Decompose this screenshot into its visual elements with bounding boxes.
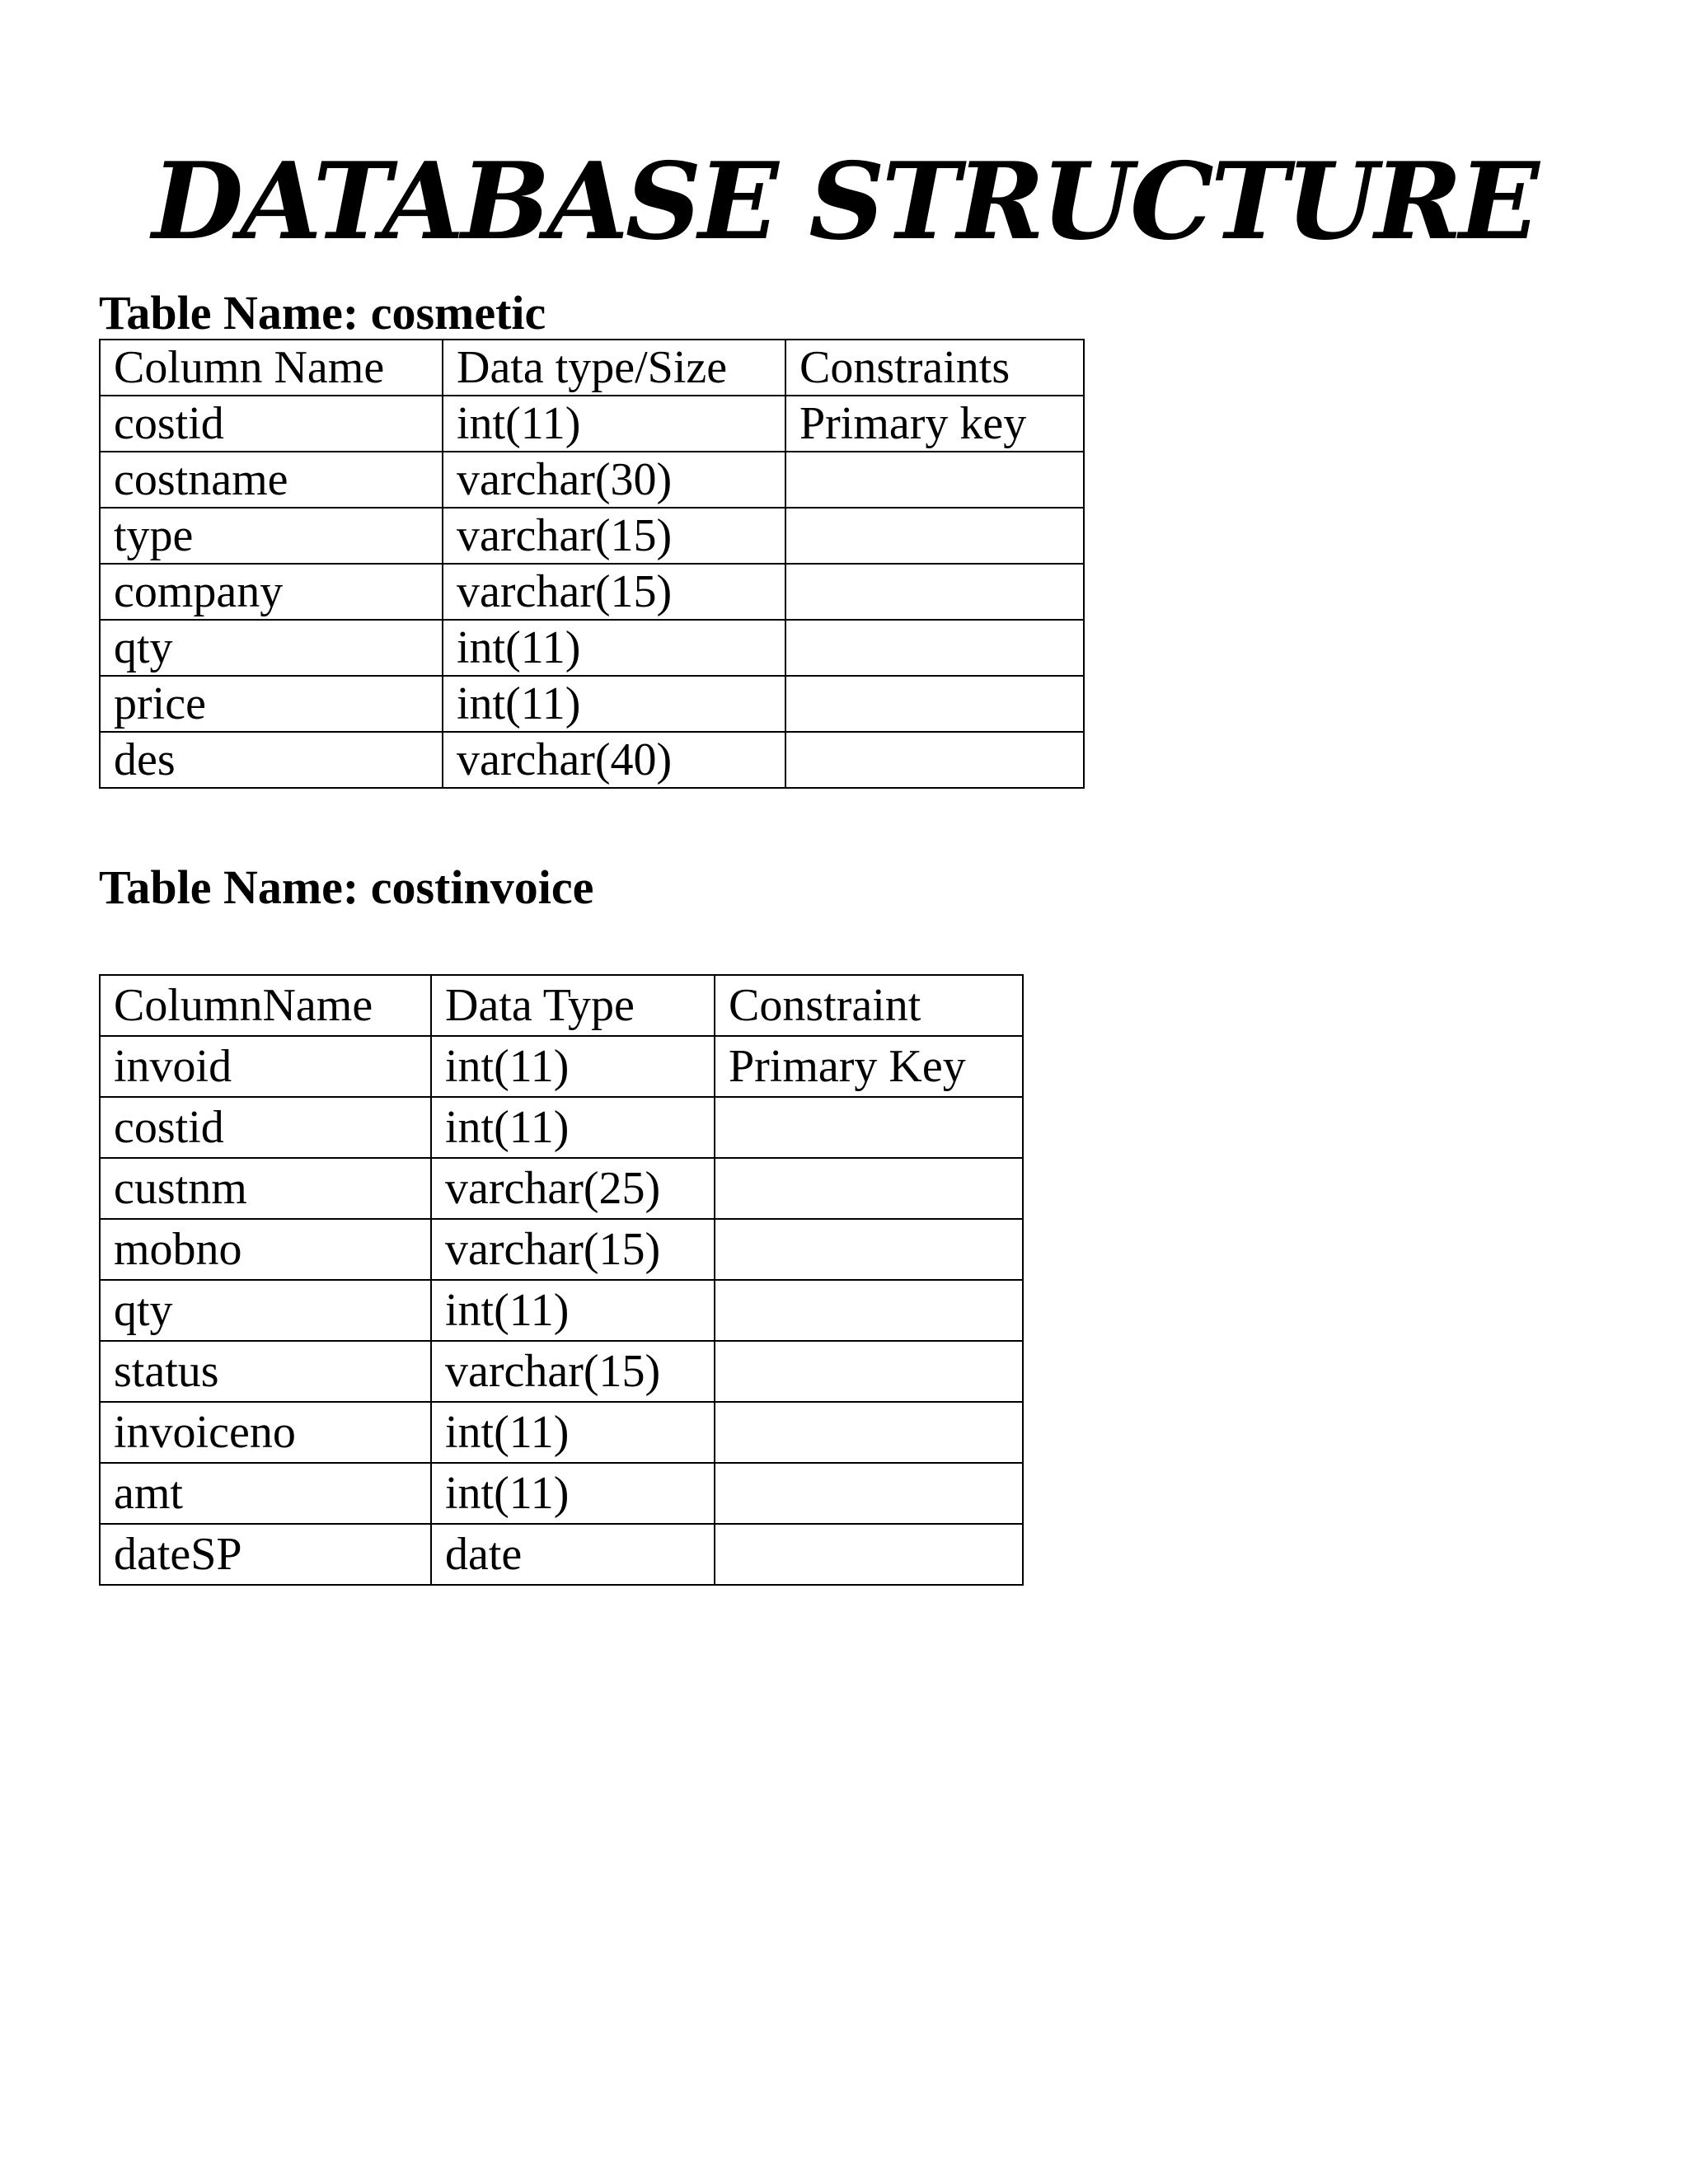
table-cell: qty [100,1280,431,1341]
table-cell: invoiceno [100,1402,431,1463]
table-cell [715,1463,1023,1524]
table-row [100,676,1084,732]
table-cell: price [100,676,443,732]
table-cell [785,676,1084,732]
table-cell: costid [100,1097,431,1158]
page-title: DATABASE STRUCTURE [152,140,1536,264]
header-cell: Data Type [431,975,715,1036]
table-cell: mobno [100,1219,431,1280]
table-cell [785,508,1084,564]
table-cell: Primary key [785,396,1084,452]
table-row [100,1463,1023,1524]
table-cell: qty [100,620,443,676]
table-row [100,508,1084,564]
table-cell: varchar(15) [443,508,785,564]
table-cell [715,1402,1023,1463]
table-cell [715,1158,1023,1219]
table-row [100,396,1084,452]
table-cell [715,1341,1023,1402]
table-row [100,564,1084,620]
cosmetic-table [99,339,1085,789]
costinvoice-table [99,974,1024,1586]
table-heading-cosmetic: Table Name: cosmetic [99,286,546,340]
table-cell [785,564,1084,620]
table-cell [785,452,1084,508]
table-cell: int(11) [431,1097,715,1158]
table-cell: des [100,732,443,788]
table-row [100,452,1084,508]
table-row [100,1158,1023,1219]
table-heading-costinvoice: Table Name: costinvoice [99,860,594,914]
table-row [100,1402,1023,1463]
table-cell: invoid [100,1036,431,1097]
table-cell: int(11) [443,676,785,732]
table-cell: type [100,508,443,564]
table-cell [785,620,1084,676]
table-cell: int(11) [443,396,785,452]
table-cell: int(11) [431,1402,715,1463]
table-row [100,1036,1023,1097]
table-cell: company [100,564,443,620]
table-cell: varchar(15) [431,1341,715,1402]
table-cell: date [431,1524,715,1585]
table-cell: int(11) [431,1463,715,1524]
table-header-row [100,340,1084,396]
table-cell: varchar(25) [431,1158,715,1219]
table-cell [715,1097,1023,1158]
table-cell: int(11) [431,1280,715,1341]
table-row [100,620,1084,676]
table-cell: amt [100,1463,431,1524]
table-cell: varchar(15) [431,1219,715,1280]
table-cell: status [100,1341,431,1402]
table-row [100,1280,1023,1341]
table-cell [785,732,1084,788]
table-cell: int(11) [443,620,785,676]
header-cell: Constraints [785,340,1084,396]
header-cell: Column Name [100,340,443,396]
table-cell: Primary Key [715,1036,1023,1097]
table-cell: custnm [100,1158,431,1219]
table-row [100,732,1084,788]
table-cell: costid [100,396,443,452]
table-row [100,1341,1023,1402]
table-cell: varchar(40) [443,732,785,788]
table-row [100,1097,1023,1158]
table-cell [715,1219,1023,1280]
header-cell: Data type/Size [443,340,785,396]
table-cell [715,1524,1023,1585]
table-header-row [100,975,1023,1036]
header-cell: Constraint [715,975,1023,1036]
table-cell [715,1280,1023,1341]
table-cell: costname [100,452,443,508]
table-row [100,1219,1023,1280]
table-cell: dateSP [100,1524,431,1585]
table-cell: varchar(15) [443,564,785,620]
table-cell: varchar(30) [443,452,785,508]
table-cell: int(11) [431,1036,715,1097]
table-row [100,1524,1023,1585]
header-cell: ColumnName [100,975,431,1036]
